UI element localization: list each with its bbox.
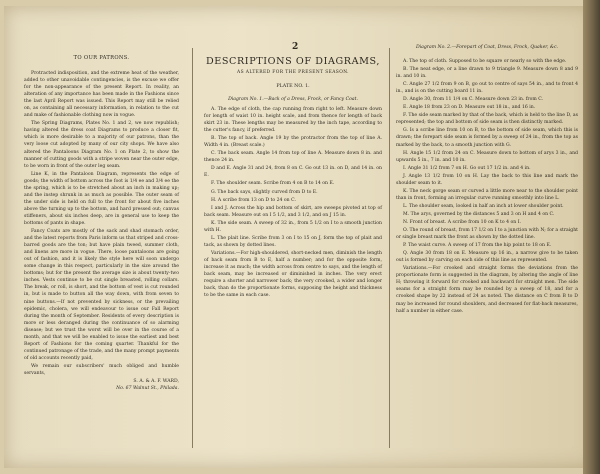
diagram-1-column [204,106,382,300]
diagram-1-paragraph: F. The shoulder seam. Scribe from 4 on B to 14 on E. [211,181,335,187]
diagram-1-paragraph: H. A scribe from 13 on D to 24 on C. [211,197,296,203]
diagram-2-paragraph: I. Angle 31 1/2 from 7 on H. Go out 17 1/2 in. and 4 in. [403,165,531,171]
column-divider-2 [389,48,390,448]
patrons-paragraph: We remain our subscribers' much obliged and humble servants, [24,363,179,376]
page-subtitle: AS ALTERED FOR THE PRESENT SEASON. [237,70,349,75]
diagram-2-paragraph: Q. Angle 30 from 18 on E. Measure up 16 in., a narrow give to be taken out is formed by carving on each side of this line as represented. [396,251,578,264]
diagram-1-variations: Variations.—For high-shouldered, short-necked men, diminish the length of back seam from B to E, half a number; and for the opposite form, increase it as much; the width across from centre to says, and the length of back seam, may be increased or diminished in inches. The very erect require a shorter and narrower back; the very crooked, a wider and longer back, than do the proportionate forms, supposing the height and thickness to be the same in each case. [204,250,382,299]
diagram-2-paragraph: P. The waist curve. A sweep of 17 from the hip point to 18 on E. [403,243,552,249]
diagram-1-paragraph: K. The side seam. A sweep of 32 in., from 5 1/2 on I to a smooth junction with H. [204,220,382,233]
diagram-2-paragraph: O. The round of breast, from 17 1/2 on I to a junction with N; for a straight or single breast mark the front as shown by the dotted line. [396,228,578,241]
patrons-paragraph: Fancy Coats are mostly of the sack and shad stomach order, and the latest reports from Paris inform us that striped and cross-barred goods are the ton; but have plain tweed, summer cloth, and linens are more in vogue. There, loose pantaloons are going out of fashion, and it is likely the style here will soon undergo some change in this respect, particularly in the size around the bottoms; but for the present the average size is about twenty-two inches. Vests continue to be cut single breasted, rolling collars. The break, or roll, is short, and the bottom of vest is cut rounded in, but is made to button all the way down, with from seven to nine buttons.—If not prevented by sickness, or the prevailing epidemic, cholera, we will endeavour to issue our Fall Report during the month of September. Residents of every description is more or less deranged during the continuance of so alarming disease; but we trust the worst will be over in the course of a month, and that we will be enabled to issue the earliest and best Report of Fashions for the coming quarter. Thankful for the continued patronage of the trade, and the many prompt payments of old accounts recently paid, [24,229,179,361]
address: No. 67 Walnut St., Philada. [116,386,179,392]
diagram-1-paragraph: C. The back seam. Angle 14 from top of line A. Measure down 8 in. and thence 24 in. [204,151,382,164]
diagram-2-heading: Diagram No. 2.—Forepart of Coat, Dress, Frock, Quaker, &c. [415,45,559,50]
diagram-2-paragraph: E. Angle 18 from 23 on D. Measure out 18 in., and 16 in. [403,105,536,111]
diagram-1-paragraph: B. The top of back. Angle 19 by the protractor from the top of line A. Width 4 in. (Breast scale.) [204,136,382,149]
diagram-1-paragraph: I and J. Across the hip and bottom of skirt, are sweeps pivoted at top of back seam. Measure out on I 5 1/2, and 3 1/2, and on J 15 in. [204,205,382,218]
diagram-2-column [396,58,578,316]
diagram-2-paragraph: D. Angle 30, from 11 1/4 on C. Measure down 23 in. from C. [403,97,544,103]
patrons-paragraph: Protracted indisposition, and the extreme heat of the weather, added to other unavoidable contingencies, is the excuse we offer for the non-appearance of the present Report. In reality, an alteration of any importance has been made in the Fashions since the last April Report was issued. This Report may still be relied on, as containing all necessary information, in relation to the cut and make of fashionable clothing now in vogue. [24,71,179,119]
diagram-2-paragraph: M. The arys, governed by the distances 5 and 3 on H and 4 on C. [403,211,555,217]
diagram-1-paragraph: D and E. Angle 31 and 24, from 8 on C. Go out 13 in. on D, and 14 in. on E. [204,166,382,179]
diagram-2-paragraph: H. Angle 15 1/2 from 24 on C. Measure down to bottom of arys 3 in., and upwards 5 in., 7 in. and 10 in. [396,150,578,163]
diagram-2-paragraph: K. The neck gorge seam or curved a little more near to the shoulder point than in front, forming an irregular curve running smoothly into line L. [396,188,578,201]
patrons-column [24,70,179,392]
diagram-2-paragraph: A. The top of cloth. Supposed to be square or nearly so with the edge. [403,59,567,64]
diagram-1-paragraph: G. The back says, slightly curved from D to E. [211,189,318,195]
page-number: 2 [292,42,299,52]
diagram-1-heading: Diagram No. 1.—Back of a Dress, Frock, or Fancy Coat. [228,97,358,102]
book-spine [583,0,600,474]
diagram-2-paragraph: N. Front of breast. A scribe from 10 on K to 4 on I. [403,219,521,225]
diagram-1-paragraph: A. The edge of cloth, the cap running from right to left. Measure down for length of waist 10 in. height scale, and from thence for length of back skirt 23 in. These lengths may be measured by the inch tape, according to the cutter's fancy, if preferred. [204,107,382,134]
patrons-heading: TO OUR PATRONS. [73,55,130,61]
diagram-1-paragraph: L. The plait line. Scribe from 3 on I to 15 on J, form the top of plait and tack, as shown by dotted lines. [204,235,382,248]
diagram-2-paragraph: J. Angle 13 1/2 from 10 on H. Lay the back to this line and mark the shoulder seam to it. [396,173,578,186]
diagram-2-paragraph: B. The neat edge, or a line drawn to 9 triangle 9. Measure down 8 and 9 in. and 10 in. [396,67,578,80]
column-divider-1 [192,48,193,448]
patrons-paragraph: The Spring Diagrams, Plates No. 1 and 2, we now republish; having altered the dress coat Diagrams to produce a closer fit, which is more desirable to a majority of our patrons, than the very loose cut adopted by many of our city shops. We have also altered the Pantaloons Diagram No. 1 on Plate 2, to show the manner of cutting goods with a stripe woven near the outer edge, to be worn in front of the outer leg seam. [24,121,179,169]
patrons-paragraph: Line K, in the Pantaloon Diagram, represents the edge of goods; the width of bottom across the foot is 1/4 ee and 3/4 ee the the spring, which is to be stretched about an inch in making up; and the instep shrunk in as much as possible. The outer seam of the under side is held on full to the front for about five inches above the turning up to the bottom, and hard pressed out; canvas stiffeners, about six inches deep, are in general use to keep the bottoms of pants in shape. [24,171,179,226]
diagram-2-paragraph: C. Angle 27 1/2 from 9 on B, go out to centre of says 54 in., and to front 4 in., and is on the cutting board 11 in. [396,82,578,95]
diagram-2-variations: Variations.—For crooked and straight forms the deviations from the proportionate form is suggested in the diagram, by altering the angle of line H; throwing it forward for crooked and backward for straight men. The side seams for a straight form may be rounded by a sweep of 18, and for a crooked shape by 22 instead of 24 as noted. The distance on C from B to D may be increased for round shoulders, and decreased for flat-back measures, half a number in either case. [396,266,578,314]
plate-heading: PLATE NO. 1. [276,84,310,89]
diagram-2-paragraph: F. The side seam marked by that of the back, which is held to the line D, as represented; the top and bottom of side seam is then distinctly marked. [396,113,578,126]
signature: S. A. & A. F. WARD, [133,379,179,385]
diagram-2-paragraph: G. Is a scribe line from 10 on B, to the bottom of side seam, which this is drawn; the forepart side seam is formed by a sweep of 24 in., from the top as marked by the back, to a smooth junction with G. [396,128,578,148]
diagram-2-paragraph: L. The shoulder seam, looked in half an inch at lower shoulder point. [403,203,564,209]
page-title: DESCRIPTIONS OF DIAGRAMS, [205,56,381,67]
